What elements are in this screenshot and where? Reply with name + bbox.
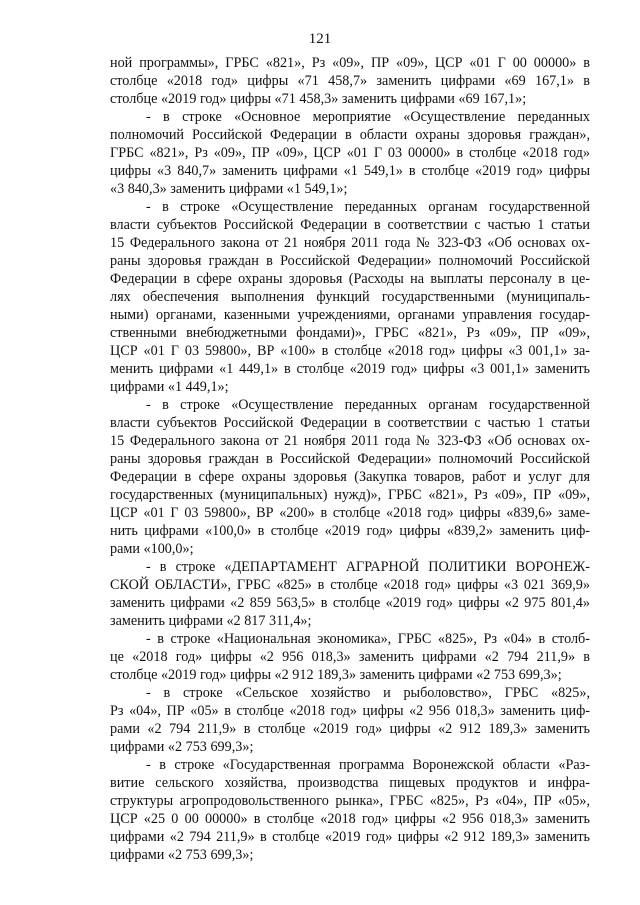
- text-line: столбце «2019 год» цифры «2 912 189,3» заменить цифрами «2 753 699,3»;: [110, 667, 562, 683]
- text-line: - в строке «Государственная программа Воронежской области «Раз-: [146, 757, 590, 773]
- text-line: СКОЙ ОБЛАСТИ», ГРБС «825» в столбце «2018 год» цифры «3 021 369,9»: [110, 577, 590, 593]
- text-line: 15 Федерального закона от 21 ноября 2011 года № 323-ФЗ «Об основах ох-: [110, 235, 590, 251]
- text-line: рами «2 794 211,9» в столбце «2019 год» цифры «2 912 189,3» заменить: [110, 721, 590, 737]
- text-line: цифрами «1 449,1»;: [110, 379, 229, 395]
- text-line: цифрами «2 753 699,3»;: [110, 847, 254, 863]
- text-line: цифрами «2 794 211,9» в столбце «2019 год» цифры «2 912 189,3» заменить: [110, 829, 590, 845]
- text-line: цифрами «2 753 699,3»;: [110, 739, 254, 755]
- text-line: власти субъектов Российской Федерации в соответствии с частью 1 статьи: [110, 415, 590, 431]
- document-body: [110, 54, 590, 864]
- text-line: - в строке «Сельское хозяйство и рыболовство», ГРБС «825»,: [146, 685, 590, 701]
- page-number: 121: [308, 31, 332, 47]
- text-line: раны здоровья граждан в Российской Федерации» полномочий Российской: [110, 451, 590, 467]
- text-line: структуры агропродовольственного рынка», ГРБС «825», Рз «04», ПР «05»,: [110, 793, 590, 809]
- text-line: ЦСР «01 Г 03 59800», ВР «100» в столбце «2018 год» цифры «3 001,1» за-: [110, 343, 590, 359]
- text-line: - в строке «Осуществление переданных органам государственной: [146, 199, 590, 215]
- text-line: ными) органами, казенными учреждениями, органами управления государ-: [110, 307, 590, 323]
- text-line: заменить цифрами «2 859 563,5» в столбце «2019 год» цифры «2 975 801,4»: [110, 595, 590, 611]
- text-line: менить цифрами «1 449,1» в столбце «2019 год» цифры «3 001,1» заменить: [110, 361, 590, 377]
- text-line: полномочий Российской Федерации в области охраны здоровья граждан»,: [110, 127, 590, 143]
- text-line: 15 Федерального закона от 21 ноября 2011 года № 323-ФЗ «Об основах ох-: [110, 433, 590, 449]
- text-line: цифры «3 840,7» заменить цифрами «1 549,1» в столбце «2019 год» цифры: [110, 163, 590, 179]
- text-line: витие сельского хозяйства, производства пищевых продуктов и инфра-: [110, 775, 590, 791]
- text-line: власти субъектов Российской Федерации в соответствии с частью 1 статьи: [110, 217, 590, 233]
- text-line: заменить цифрами «2 817 311,4»;: [110, 613, 312, 629]
- text-line: ЦСР «25 0 00 00000» в столбце «2018 год» цифры «2 956 018,3» заменить: [110, 811, 590, 827]
- text-line: Рз «04», ПР «05» в столбце «2018 год» цифры «2 956 018,3» заменить циф-: [110, 703, 590, 719]
- text-line: «3 840,3» заменить цифрами «1 549,1»;: [110, 181, 348, 197]
- text-line: ГРБС «821», Рз «09», ПР «09», ЦСР «01 Г 03 00000» в столбце «2018 год»: [110, 145, 590, 161]
- text-line: ной программы», ГРБС «821», Рз «09», ПР «09», ЦСР «01 Г 00 00000» в: [110, 55, 590, 71]
- text-line: лях обеспечения выполнения функций государственными (муниципаль-: [110, 289, 590, 305]
- text-line: ЦСР «01 Г 03 59800», ВР «200» в столбце «2018 год» цифры «839,6» заме-: [110, 505, 590, 521]
- text-line: рами «100,0»;: [110, 541, 194, 557]
- text-line: це «2018 год» цифры «2 956 018,3» заменить цифрами «2 794 211,9» в: [110, 649, 590, 665]
- text-line: государственных (муниципальных) нужд)», ГРБС «821», Рз «09», ПР «09»,: [110, 487, 590, 503]
- text-line: раны здоровья граждан в Российской Федерации» полномочий Российской: [110, 253, 590, 269]
- text-line: Федерации в сфере охраны здоровья (Расходы на выплаты персоналу в це-: [110, 271, 590, 287]
- text-line: столбце «2019 год» цифры «71 458,3» заменить цифрами «69 167,1»;: [110, 91, 527, 107]
- text-line: Федерации в сфере охраны здоровья (Закупка товаров, работ и услуг для: [110, 469, 590, 485]
- text-line: - в строке «Национальная экономика», ГРБС «825», Рз «04» в столб-: [146, 631, 590, 647]
- text-line: нить цифрами «100,0» в столбце «2019 год» цифры «839,2» заменить циф-: [110, 523, 590, 539]
- text-line: столбце «2018 год» цифры «71 458,7» заменить цифрами «69 167,1» в: [110, 73, 590, 89]
- text-line: - в строке «Основное мероприятие «Осуществление переданных: [146, 109, 590, 125]
- text-line: - в строке «ДЕПАРТАМЕНТ АГРАРНОЙ ПОЛИТИКИ ВОРОНЕЖ-: [146, 559, 590, 575]
- text-line: - в строке «Осуществление переданных органам государственной: [146, 397, 590, 413]
- text-line: ственными внебюджетными фондами)», ГРБС «821», Рз «09», ПР «09»,: [110, 325, 590, 341]
